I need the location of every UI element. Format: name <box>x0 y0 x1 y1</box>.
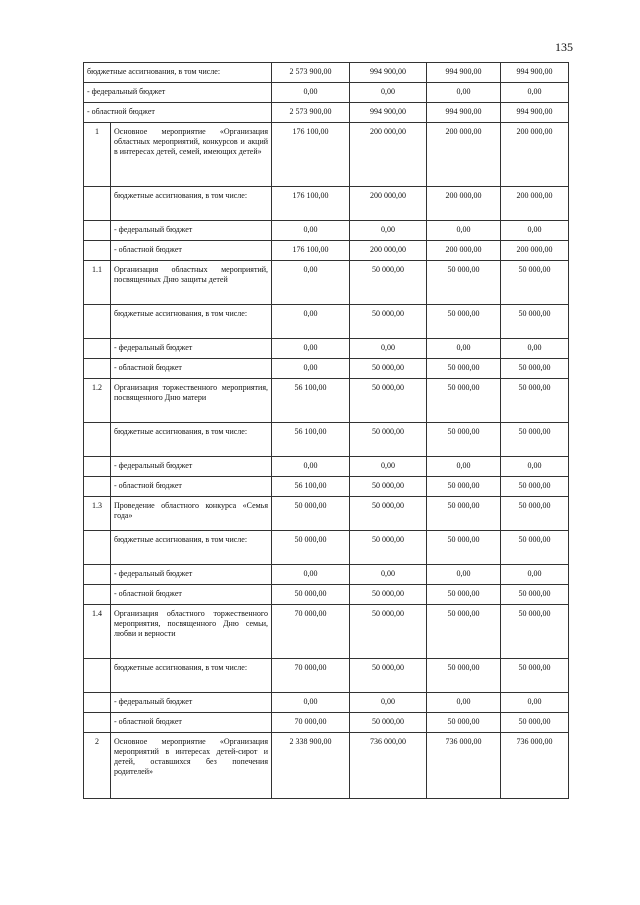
row-description-cell: - областной бюджет <box>111 241 272 261</box>
row-index-cell <box>84 457 111 477</box>
value-cell-3: 50 000,00 <box>427 659 501 693</box>
table-row <box>84 359 569 379</box>
row-description-cell: бюджетные ассигнования, в том числе: <box>84 63 272 83</box>
value-cell-3: 50 000,00 <box>427 605 501 659</box>
value-cell-4: 50 000,00 <box>501 379 569 423</box>
value-cell-2: 50 000,00 <box>350 497 427 531</box>
value-cell-1: 0,00 <box>272 221 350 241</box>
value-cell-1: 50 000,00 <box>272 585 350 605</box>
table-row <box>84 305 569 339</box>
row-description-cell: - федеральный бюджет <box>111 693 272 713</box>
value-cell-3: 50 000,00 <box>427 305 501 339</box>
value-cell-1: 50 000,00 <box>272 531 350 565</box>
value-cell-3: 50 000,00 <box>427 379 501 423</box>
row-description-cell: - федеральный бюджет <box>111 339 272 359</box>
value-cell-2: 0,00 <box>350 565 427 585</box>
value-cell-2: 200 000,00 <box>350 241 427 261</box>
row-description-cell: Основное мероприятие «Организация мероприятий в интересах детей-сирот и детей, оставшихся без попечения родителей» <box>111 733 272 799</box>
row-index-cell: 1.2 <box>84 379 111 423</box>
value-cell-2: 50 000,00 <box>350 379 427 423</box>
value-cell-3: 50 000,00 <box>427 423 501 457</box>
row-index-cell <box>84 693 111 713</box>
table-row <box>84 497 569 531</box>
row-index-cell: 2 <box>84 733 111 799</box>
value-cell-3: 0,00 <box>427 565 501 585</box>
value-cell-1: 2 573 900,00 <box>272 63 350 83</box>
value-cell-4: 0,00 <box>501 565 569 585</box>
value-cell-4: 736 000,00 <box>501 733 569 799</box>
value-cell-1: 0,00 <box>272 457 350 477</box>
value-cell-1: 56 100,00 <box>272 477 350 497</box>
value-cell-4: 0,00 <box>501 339 569 359</box>
row-description-cell: бюджетные ассигнования, в том числе: <box>111 659 272 693</box>
row-description-cell: бюджетные ассигнования, в том числе: <box>111 305 272 339</box>
value-cell-4: 50 000,00 <box>501 359 569 379</box>
table-row <box>84 423 569 457</box>
value-cell-1: 176 100,00 <box>272 241 350 261</box>
value-cell-4: 50 000,00 <box>501 261 569 305</box>
value-cell-1: 2 338 900,00 <box>272 733 350 799</box>
table-row <box>84 103 569 123</box>
value-cell-3: 0,00 <box>427 339 501 359</box>
row-index-cell: 1.4 <box>84 605 111 659</box>
value-cell-2: 200 000,00 <box>350 187 427 221</box>
row-description-cell: Организация областных мероприятий, посвященных Дню защиты детей <box>111 261 272 305</box>
row-description-cell: - областной бюджет <box>111 713 272 733</box>
row-description-cell: бюджетные ассигнования, в том числе: <box>111 187 272 221</box>
table-row <box>84 261 569 305</box>
table-row <box>84 659 569 693</box>
value-cell-1: 176 100,00 <box>272 123 350 187</box>
value-cell-1: 0,00 <box>272 339 350 359</box>
row-description-cell: - федеральный бюджет <box>111 221 272 241</box>
row-index-cell <box>84 305 111 339</box>
row-index-cell: 1 <box>84 123 111 187</box>
value-cell-3: 0,00 <box>427 83 501 103</box>
page-number: 135 <box>555 40 573 54</box>
value-cell-1: 70 000,00 <box>272 713 350 733</box>
value-cell-1: 0,00 <box>272 261 350 305</box>
row-index-cell <box>84 713 111 733</box>
table-row <box>84 83 569 103</box>
table-row <box>84 339 569 359</box>
value-cell-2: 200 000,00 <box>350 123 427 187</box>
value-cell-2: 50 000,00 <box>350 713 427 733</box>
value-cell-4: 50 000,00 <box>501 713 569 733</box>
table-row <box>84 585 569 605</box>
value-cell-2: 50 000,00 <box>350 659 427 693</box>
value-cell-1: 176 100,00 <box>272 187 350 221</box>
table-row <box>84 123 569 187</box>
value-cell-1: 56 100,00 <box>272 379 350 423</box>
value-cell-3: 736 000,00 <box>427 733 501 799</box>
value-cell-4: 0,00 <box>501 693 569 713</box>
value-cell-2: 50 000,00 <box>350 305 427 339</box>
table-row <box>84 531 569 565</box>
value-cell-3: 200 000,00 <box>427 187 501 221</box>
value-cell-3: 994 900,00 <box>427 63 501 83</box>
value-cell-2: 50 000,00 <box>350 585 427 605</box>
row-description-cell: Организация областного торжественного мероприятия, посвященного Дню семьи, любви и верности <box>111 605 272 659</box>
value-cell-1: 0,00 <box>272 565 350 585</box>
row-index-cell <box>84 659 111 693</box>
row-description-cell: - федеральный бюджет <box>84 83 272 103</box>
value-cell-2: 994 900,00 <box>350 63 427 83</box>
value-cell-3: 50 000,00 <box>427 261 501 305</box>
value-cell-4: 0,00 <box>501 221 569 241</box>
row-index-cell <box>84 531 111 565</box>
table-row <box>84 63 569 83</box>
row-description-cell: Проведение областного конкурса «Семья года» <box>111 497 272 531</box>
row-index-cell: 1.1 <box>84 261 111 305</box>
table-row <box>84 693 569 713</box>
value-cell-4: 200 000,00 <box>501 123 569 187</box>
row-index-cell: 1.3 <box>84 497 111 531</box>
value-cell-2: 0,00 <box>350 457 427 477</box>
value-cell-3: 50 000,00 <box>427 497 501 531</box>
row-description-cell: - федеральный бюджет <box>111 457 272 477</box>
value-cell-1: 0,00 <box>272 359 350 379</box>
value-cell-4: 200 000,00 <box>501 241 569 261</box>
value-cell-4: 50 000,00 <box>501 477 569 497</box>
value-cell-2: 0,00 <box>350 339 427 359</box>
value-cell-1: 2 573 900,00 <box>272 103 350 123</box>
value-cell-4: 994 900,00 <box>501 63 569 83</box>
row-description-cell: Основное мероприятие «Организация областных мероприятий, конкурсов и акций в интересах детей, семей, имеющих детей» <box>111 123 272 187</box>
value-cell-3: 200 000,00 <box>427 241 501 261</box>
value-cell-3: 0,00 <box>427 457 501 477</box>
table-row <box>84 477 569 497</box>
value-cell-3: 200 000,00 <box>427 123 501 187</box>
value-cell-4: 994 900,00 <box>501 103 569 123</box>
value-cell-2: 50 000,00 <box>350 477 427 497</box>
table-row <box>84 221 569 241</box>
value-cell-4: 200 000,00 <box>501 187 569 221</box>
row-index-cell <box>84 359 111 379</box>
row-description-cell: бюджетные ассигнования, в том числе: <box>111 531 272 565</box>
value-cell-2: 50 000,00 <box>350 531 427 565</box>
value-cell-3: 50 000,00 <box>427 477 501 497</box>
row-index-cell <box>84 477 111 497</box>
table-row <box>84 565 569 585</box>
value-cell-3: 50 000,00 <box>427 713 501 733</box>
value-cell-3: 50 000,00 <box>427 585 501 605</box>
table-row <box>84 241 569 261</box>
row-index-cell <box>84 241 111 261</box>
table-row <box>84 187 569 221</box>
row-index-cell <box>84 423 111 457</box>
value-cell-2: 0,00 <box>350 693 427 713</box>
value-cell-1: 70 000,00 <box>272 605 350 659</box>
value-cell-1: 56 100,00 <box>272 423 350 457</box>
row-description-cell: Организация торжественного мероприятия, посвященного Дню матери <box>111 379 272 423</box>
value-cell-1: 70 000,00 <box>272 659 350 693</box>
row-description-cell: - областной бюджет <box>111 477 272 497</box>
table-row <box>84 605 569 659</box>
value-cell-4: 50 000,00 <box>501 423 569 457</box>
value-cell-2: 0,00 <box>350 83 427 103</box>
value-cell-1: 0,00 <box>272 693 350 713</box>
budget-table <box>83 62 569 799</box>
value-cell-4: 50 000,00 <box>501 305 569 339</box>
value-cell-4: 50 000,00 <box>501 585 569 605</box>
value-cell-3: 50 000,00 <box>427 359 501 379</box>
value-cell-3: 994 900,00 <box>427 103 501 123</box>
row-description-cell: - областной бюджет <box>111 359 272 379</box>
value-cell-2: 50 000,00 <box>350 605 427 659</box>
value-cell-2: 736 000,00 <box>350 733 427 799</box>
value-cell-4: 50 000,00 <box>501 605 569 659</box>
row-description-cell: - областной бюджет <box>84 103 272 123</box>
value-cell-1: 50 000,00 <box>272 497 350 531</box>
value-cell-4: 50 000,00 <box>501 659 569 693</box>
value-cell-2: 50 000,00 <box>350 423 427 457</box>
value-cell-2: 0,00 <box>350 221 427 241</box>
row-description-cell: - федеральный бюджет <box>111 565 272 585</box>
value-cell-1: 0,00 <box>272 83 350 103</box>
row-index-cell <box>84 221 111 241</box>
value-cell-4: 50 000,00 <box>501 497 569 531</box>
value-cell-2: 50 000,00 <box>350 261 427 305</box>
row-index-cell <box>84 187 111 221</box>
value-cell-4: 0,00 <box>501 83 569 103</box>
row-index-cell <box>84 339 111 359</box>
row-description-cell: - областной бюджет <box>111 585 272 605</box>
value-cell-3: 50 000,00 <box>427 531 501 565</box>
value-cell-2: 50 000,00 <box>350 359 427 379</box>
table-row <box>84 457 569 477</box>
table-row <box>84 733 569 799</box>
value-cell-3: 0,00 <box>427 693 501 713</box>
row-index-cell <box>84 565 111 585</box>
table-row <box>84 379 569 423</box>
value-cell-4: 0,00 <box>501 457 569 477</box>
value-cell-3: 0,00 <box>427 221 501 241</box>
value-cell-2: 994 900,00 <box>350 103 427 123</box>
row-index-cell <box>84 585 111 605</box>
table-row <box>84 713 569 733</box>
value-cell-1: 0,00 <box>272 305 350 339</box>
row-description-cell: бюджетные ассигнования, в том числе: <box>111 423 272 457</box>
value-cell-4: 50 000,00 <box>501 531 569 565</box>
